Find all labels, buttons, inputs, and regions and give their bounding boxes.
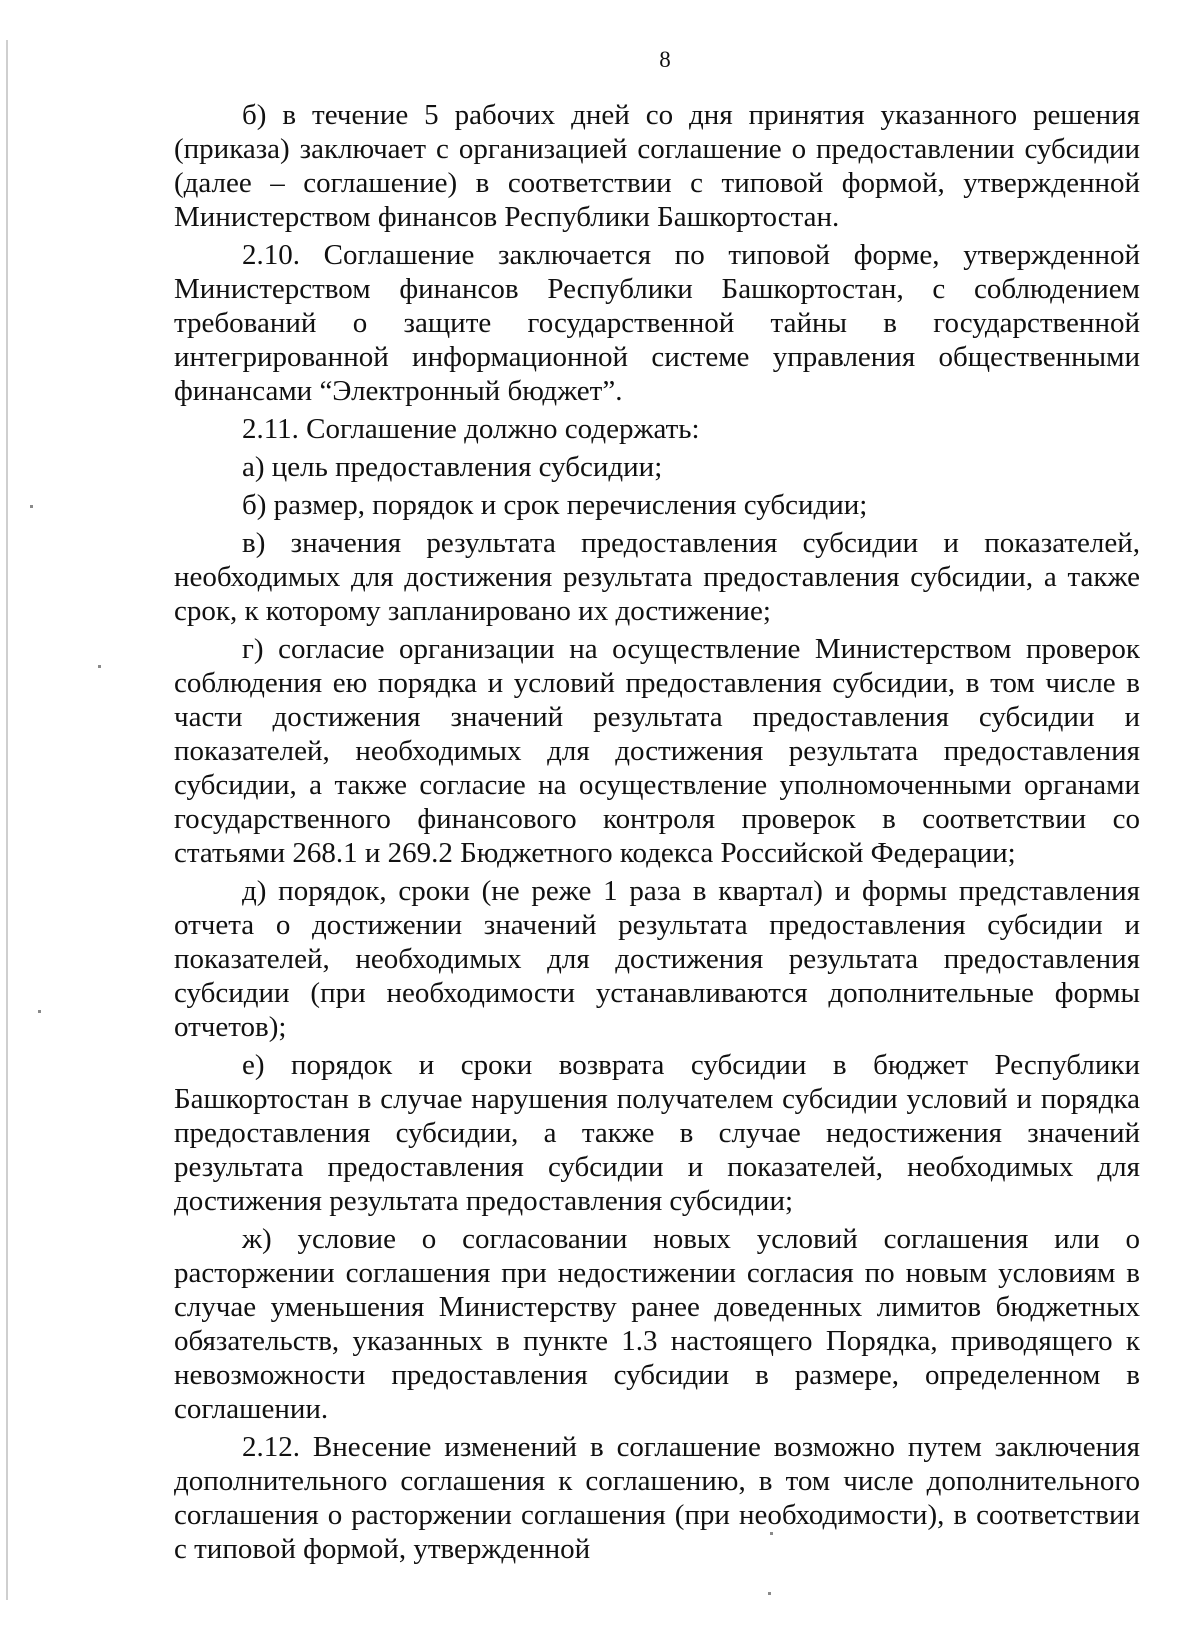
paragraph-2-11-e: е) порядок и сроки возврата субсидии в бюджет Республики Башкортостан в случае нарушения получателем субсидии условий и порядка предоставления субсидии, а также в случае недостижения значений результата предоставления субсидии и показателей, необходимых для достижения результата предоставления субсидии; [174, 1049, 1140, 1217]
paragraph-2-11: 2.11. Соглашение должно содержать: [242, 413, 700, 445]
paragraph-2-11-a: а) цель предоставления субсидии; [242, 451, 663, 483]
paragraph-2-11-g: г) согласие организации на осуществление Министерством проверок соблюдения ею порядка и условий предоставления субсидии, в том числе в части достижения значений результата предоставления субсидии и показателей, необходимых для достижения результата предоставления субсидии, а также согласие на осуществление уполномоченными органами государственного финансового контроля проверок в соответствии со статьями 268.1 и 269.2 Бюджетного кодекса Российской Федерации; [174, 633, 1140, 869]
paragraph-2-11-v: в) значения результата предоставления субсидии и показателей, необходимых для достижения результата предоставления субсидии, а также срок, к которому запланировано их достижение; [174, 527, 1140, 627]
paragraph-2-10: 2.10. Соглашение заключается по типовой форме, утвержденной Министерством финансов Республики Башкортостан, с соблюдением требований о защите государственной тайны в государственной интегрированной информационной системе управления общественными финансами “Электронный бюджет”. [174, 239, 1140, 407]
page-number: 8 [659, 47, 671, 72]
paragraph-2-12: 2.12. Внесение изменений в соглашение возможно путем заключения дополнительного соглашения к соглашению, в том числе дополнительного соглашения о расторжении соглашения (при необходимости), в соответствии с типовой формой, утвержденной [174, 1431, 1140, 1565]
paragraph-2-11-b: б) размер, порядок и срок перечисления субсидии; [242, 489, 868, 521]
document-body [174, 98, 1140, 1570]
paragraph-2-11-d: д) порядок, сроки (не реже 1 раза в квартал) и формы представления отчета о достижении значений результата предоставления субсидии и показателей, необходимых для достижения результата предоставления субсидии (при необходимости устанавливаются дополнительные формы отчетов); [174, 875, 1140, 1043]
paragraph-2-11-zh: ж) условие о согласовании новых условий соглашения или о расторжении соглашения при недостижении согласия по новым условиям в случае уменьшения Министерству ранее доведенных лимитов бюджетных обязательств, указанных в пункте 1.3 настоящего Порядка, приводящего к невозможности предоставления субсидии в размере, определенном в соглашении. [174, 1223, 1140, 1425]
paragraph-b-agreement-5-days: б) в течение 5 рабочих дней со дня принятия указанного решения (приказа) заключает с организацией соглашение о предоставлении субсидии (далее – соглашение) в соответствии с типовой формой, утвержденной Министерством финансов Республики Башкортостан. [174, 99, 1140, 233]
